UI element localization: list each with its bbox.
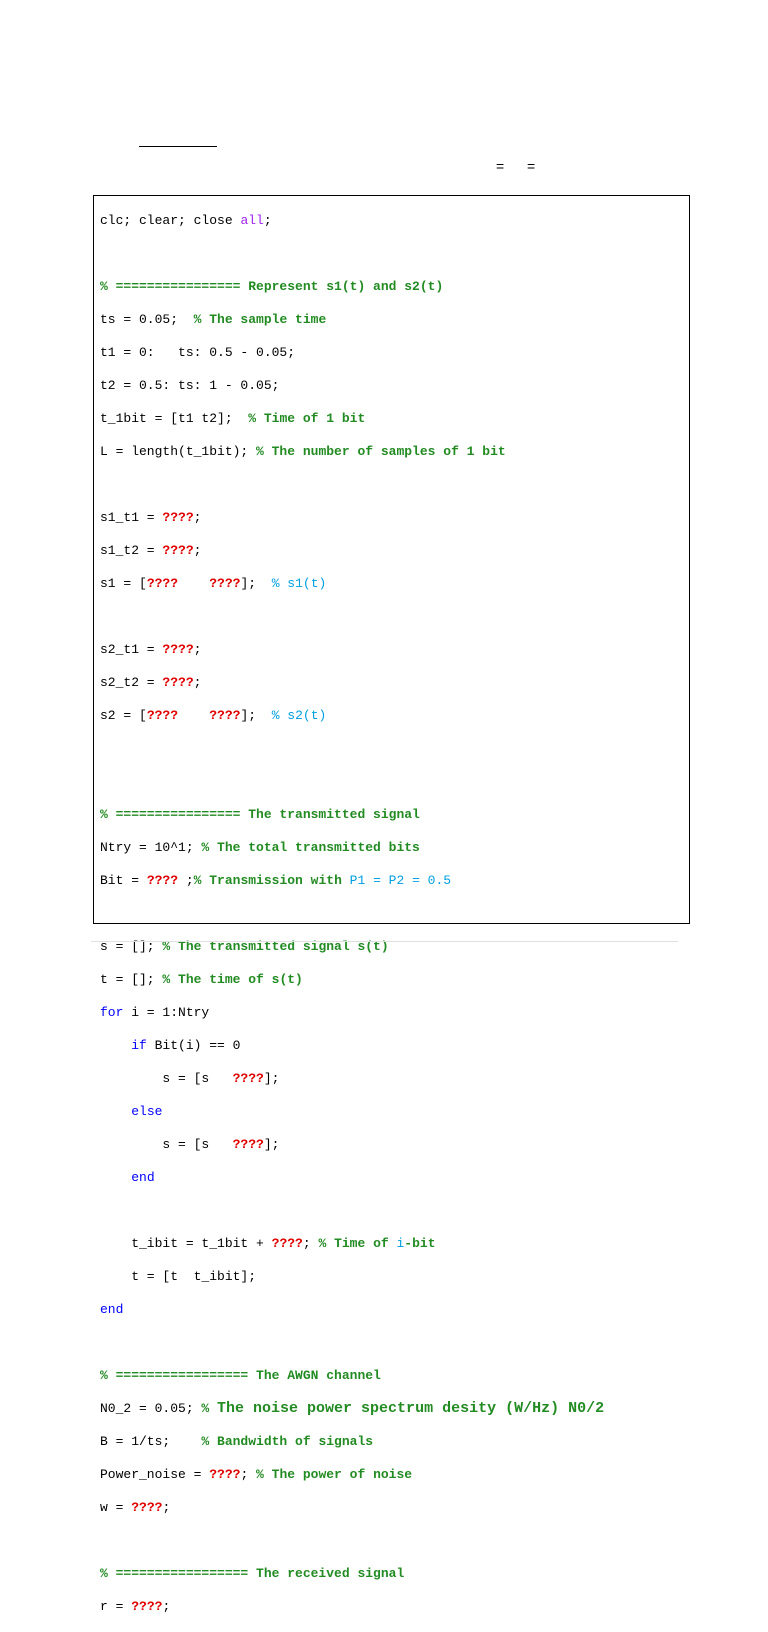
code-line: end [100, 1301, 124, 1317]
code-line: end [131, 1169, 155, 1185]
code-line: s2 = [???? ????]; % s2(t) [100, 707, 327, 723]
code-line: % ================= The AWGN channel [100, 1367, 381, 1383]
code-line: Bit = ???? ;% Transmission with P1 = P2 = 0.5 [100, 872, 452, 888]
code-line: s = []; % The transmitted signal s(t) [100, 938, 389, 954]
code-line: t_ibit = t_1bit + ????; % Time of i-bit [100, 1235, 436, 1251]
equals-sign: = [527, 158, 536, 174]
code-line: B = 1/ts; % Bandwidth of signals [100, 1433, 374, 1449]
code-line: for i = 1:Ntry [100, 1004, 210, 1020]
code-line: L = length(t_1bit); % The number of samples of 1 bit [100, 443, 506, 459]
code-line: else [131, 1103, 163, 1119]
code-line: t = []; % The time of s(t) [100, 971, 303, 987]
code-line: s = [s ????]; [100, 1070, 280, 1086]
code-line: s1_t2 = ????; [100, 542, 202, 558]
equals-sign: = [496, 158, 505, 174]
code-line: % ================= The received signal [100, 1565, 405, 1581]
code-listing [100, 196, 604, 1632]
code-line: N0_2 = 0.05; % The noise power spectrum desity (W/Hz) N0/2 [100, 1399, 605, 1417]
code-line: s2_t2 = ????; [100, 674, 202, 690]
code-line: r = ????; [100, 1598, 171, 1614]
code-line: % ================ The transmitted signal [100, 806, 420, 822]
code-line: if Bit(i) == 0 [131, 1037, 241, 1053]
code-line: t1 = 0: ts: 0.5 - 0.05; [100, 344, 296, 360]
code-box [93, 195, 690, 1614]
top-rule [139, 146, 217, 147]
code-line: s1 = [???? ????]; % s1(t) [100, 575, 327, 591]
code-line: % ================ Represent s1(t) and s2(t) [100, 278, 444, 294]
code-line: Ntry = 10^1; % The total transmitted bits [100, 839, 420, 855]
code-line: clc; clear; close all; [100, 212, 272, 228]
code-line: t_1bit = [t1 t2]; % Time of 1 bit [100, 410, 366, 426]
code-line: t = [t t_ibit]; [100, 1268, 257, 1284]
code-line: t2 = 0.5: ts: 1 - 0.05; [100, 377, 280, 393]
code-line: Power_noise = ????; % The power of noise [100, 1466, 413, 1482]
code-line: ts = 0.05; % The sample time [100, 311, 327, 327]
code-line: s1_t1 = ????; [100, 509, 202, 525]
code-line: w = ????; [100, 1499, 171, 1515]
code-line: s2_t1 = ????; [100, 641, 202, 657]
bottom-rule [91, 941, 678, 942]
code-line: s = [s ????]; [100, 1136, 280, 1152]
